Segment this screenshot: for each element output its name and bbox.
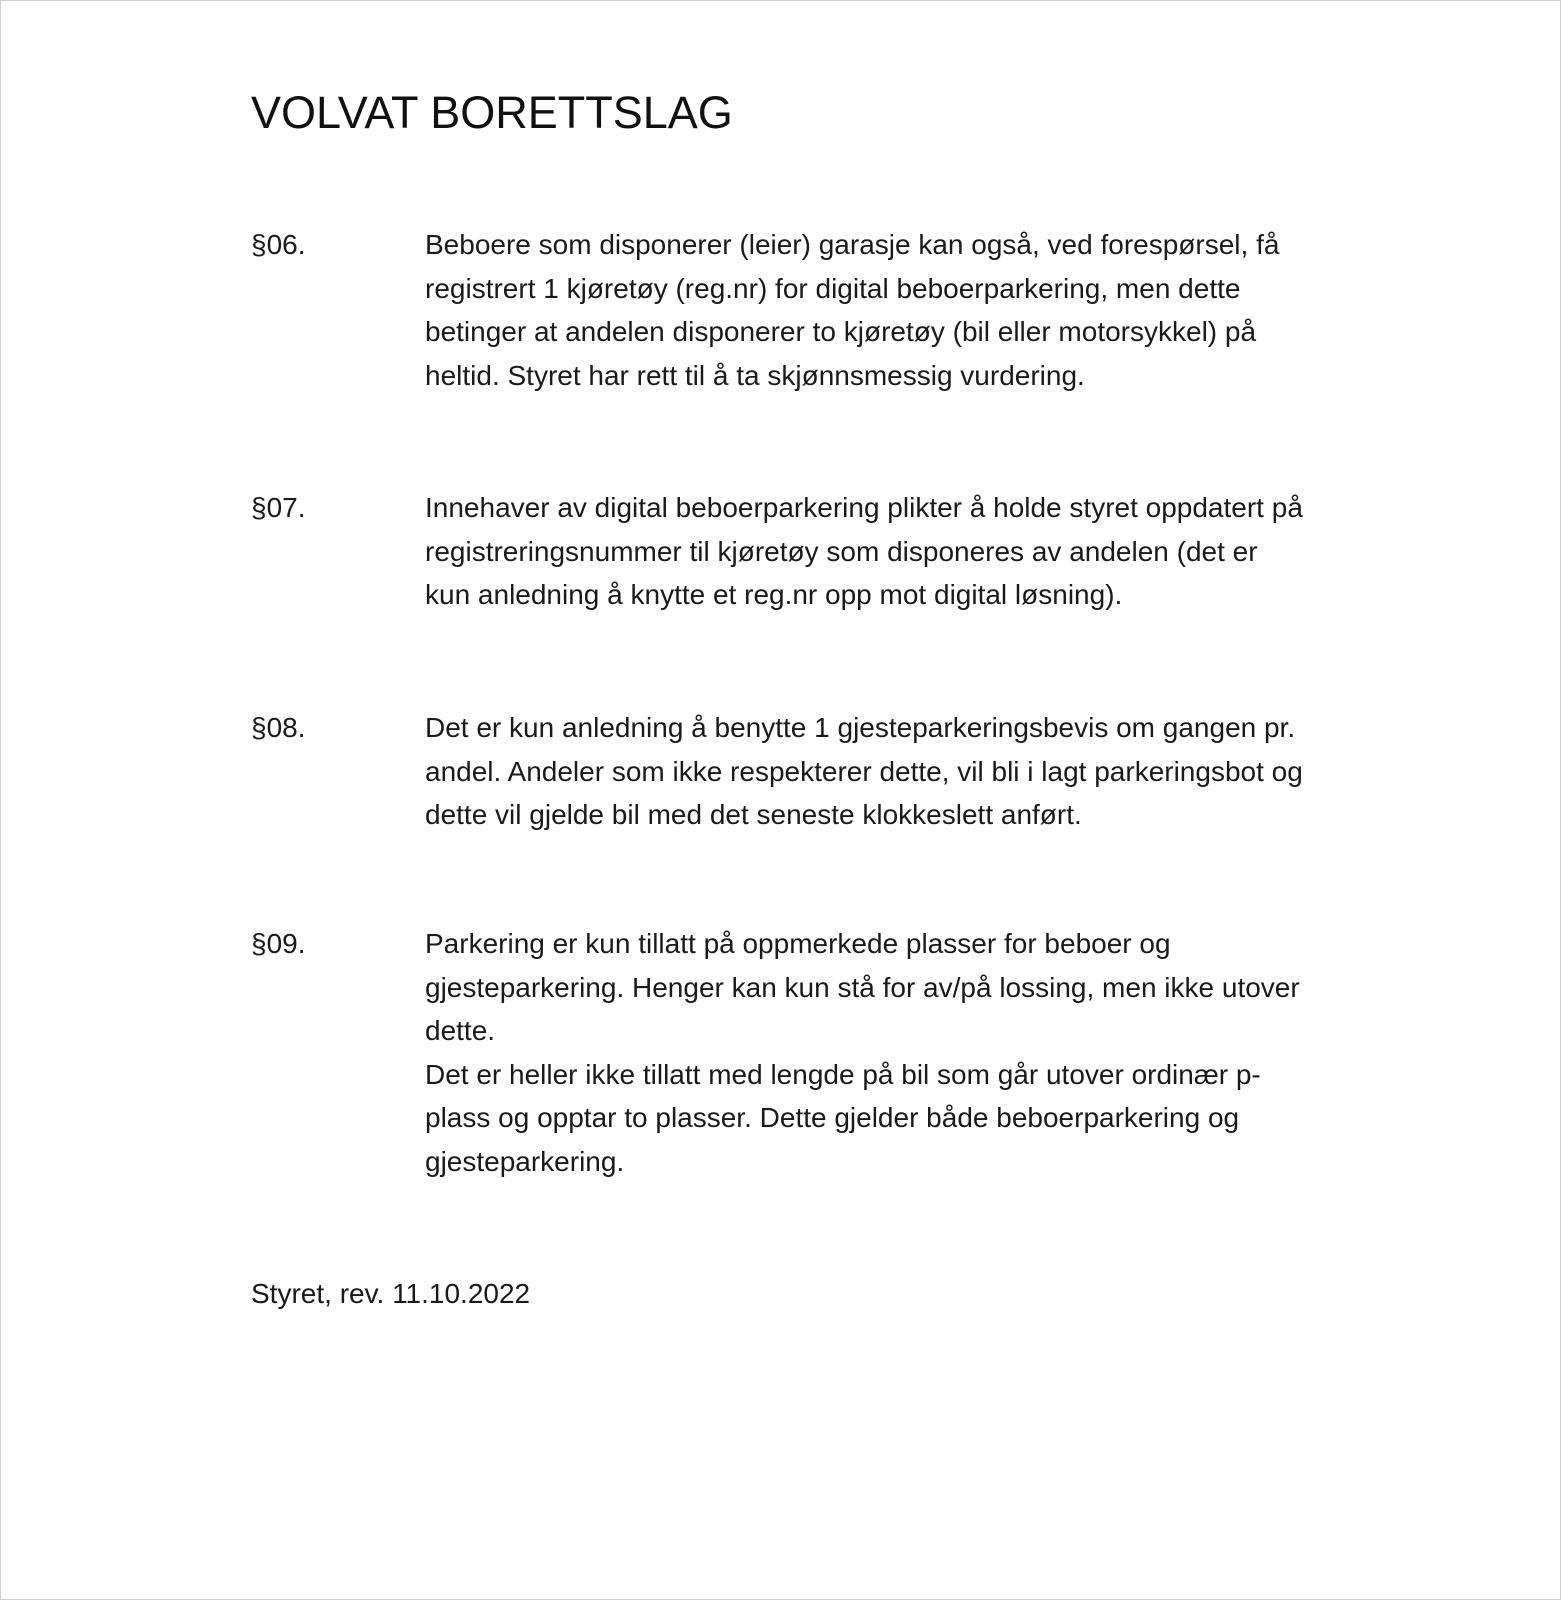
section-text: [425, 223, 1305, 397]
section-number: §09.: [251, 928, 306, 959]
section-paragraph: Det er kun anledning å benytte 1 gjesteparkeringsbevis om gangen pr. andel. Andeler som ikke respekterer dette, vil bli i lagt parkeringsbot og dette vil gjelde bil med det seneste klokkeslett anført.: [425, 712, 1303, 830]
section-text: [425, 922, 1305, 1183]
page-title: VOLVAT BORETTSLAG: [251, 87, 733, 138]
section-paragraph: Det er heller ikke tillatt med lengde på bil som går utover ordinær p-plass og opptar to plasser. Dette gjelder både beboerparkering og gjesteparkering.: [425, 1058, 1261, 1177]
section-text: [425, 486, 1305, 617]
revision-footer: Styret, rev. 11.10.2022: [251, 1278, 531, 1309]
section-paragraph: Parkering er kun tillatt på oppmerkede plasser for beboer og gjesteparkering. Henger kan kun stå for av/på lossing, men ikke utover dette.: [425, 928, 1300, 1046]
section-paragraph: Beboere som disponerer (leier) garasje kan også, ved forespørsel, få registrert 1 kjøretøy (reg.nr) for digital beboerparkering, men dette betinger at andelen disponerer to kjøretøy (bil eller motorsykkel) på heltid. Styret har rett til å ta skjønnsmessig vurdering.: [425, 229, 1280, 391]
section-number: §08.: [251, 712, 306, 743]
section-number: §07.: [251, 492, 306, 523]
section-text: [425, 706, 1305, 837]
section-number: §06.: [251, 229, 306, 260]
section-paragraph: Innehaver av digital beboerparkering plikter å holde styret oppdatert på registreringsnummer til kjøretøy som disponeres av andelen (det er kun anledning å knytte et reg.nr opp mot digital løsning).: [425, 492, 1303, 610]
